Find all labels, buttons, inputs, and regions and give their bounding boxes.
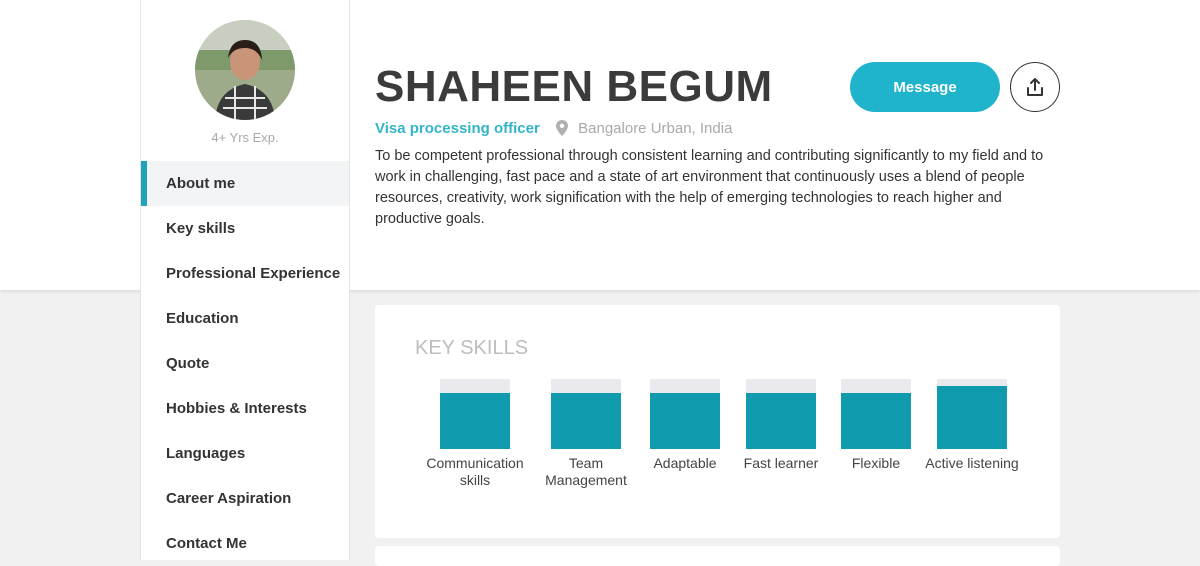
sidebar-item-about-me[interactable]: About me bbox=[141, 161, 349, 206]
share-button[interactable] bbox=[1010, 62, 1060, 112]
skill-bar bbox=[937, 379, 1007, 449]
skill-bar-fill bbox=[937, 386, 1007, 449]
location-pin-icon bbox=[556, 120, 568, 140]
skill-bar bbox=[551, 379, 621, 449]
sidebar-nav bbox=[141, 161, 349, 566]
title-row bbox=[375, 120, 732, 140]
skill-item bbox=[922, 379, 1022, 472]
skill-label: Communication skills bbox=[426, 455, 524, 488]
skill-label: Adaptable bbox=[653, 455, 717, 471]
skill-label: Flexible bbox=[851, 455, 901, 471]
sidebar-item-hobbies-interests[interactable]: Hobbies & Interests bbox=[166, 400, 307, 417]
profile-name: SHAHEEN BEGUM bbox=[375, 62, 773, 111]
skill-bar-fill bbox=[650, 393, 720, 449]
share-upload-icon bbox=[1025, 77, 1045, 97]
skill-bar-fill bbox=[440, 393, 510, 449]
skill-label: Active listening bbox=[925, 455, 1019, 471]
job-title: Visa processing officer bbox=[375, 120, 540, 137]
skill-item bbox=[536, 379, 636, 489]
sidebar-item-languages[interactable]: Languages bbox=[166, 445, 246, 462]
next-section-card bbox=[375, 546, 1060, 566]
skill-bar-fill bbox=[841, 393, 911, 449]
message-button[interactable]: Message bbox=[850, 62, 1000, 112]
skill-bar bbox=[841, 379, 911, 449]
experience-label: 4+ Yrs Exp. bbox=[211, 130, 279, 145]
sidebar-item-contact-me[interactable]: Contact Me bbox=[166, 535, 247, 552]
about-me-text: To be competent professional through consistent learning and contributing significantly to my field and to work in challenging, fast pace and a state of art environment that continuously uses a blend of people resources, creativity, work signification with the help of emerging technologies to reach higher and productive goals. bbox=[375, 148, 1044, 227]
skill-item bbox=[731, 379, 831, 472]
sidebar bbox=[140, 0, 350, 560]
skill-bar-fill bbox=[551, 393, 621, 449]
avatar bbox=[195, 20, 295, 120]
skill-bar-fill bbox=[746, 393, 816, 449]
skill-label: Team Management bbox=[545, 455, 627, 488]
skill-item bbox=[635, 379, 735, 472]
sidebar-item-career-aspiration[interactable]: Career Aspiration bbox=[166, 490, 292, 507]
location-label: Bangalore Urban, India bbox=[578, 120, 733, 137]
skill-label: Fast learner bbox=[743, 455, 819, 471]
skill-bar bbox=[440, 379, 510, 449]
key-skills-card bbox=[375, 305, 1060, 538]
sidebar-item-professional-experience[interactable]: Professional Experience bbox=[166, 265, 341, 282]
sidebar-item-key-skills[interactable]: Key skills bbox=[166, 220, 236, 237]
skill-bar bbox=[746, 379, 816, 449]
skill-item bbox=[425, 379, 525, 489]
key-skills-heading: KEY SKILLS bbox=[415, 337, 529, 359]
sidebar-item-quote[interactable]: Quote bbox=[166, 355, 210, 372]
skill-item bbox=[826, 379, 926, 472]
sidebar-item-education[interactable]: Education bbox=[166, 310, 239, 327]
skill-bar bbox=[650, 379, 720, 449]
